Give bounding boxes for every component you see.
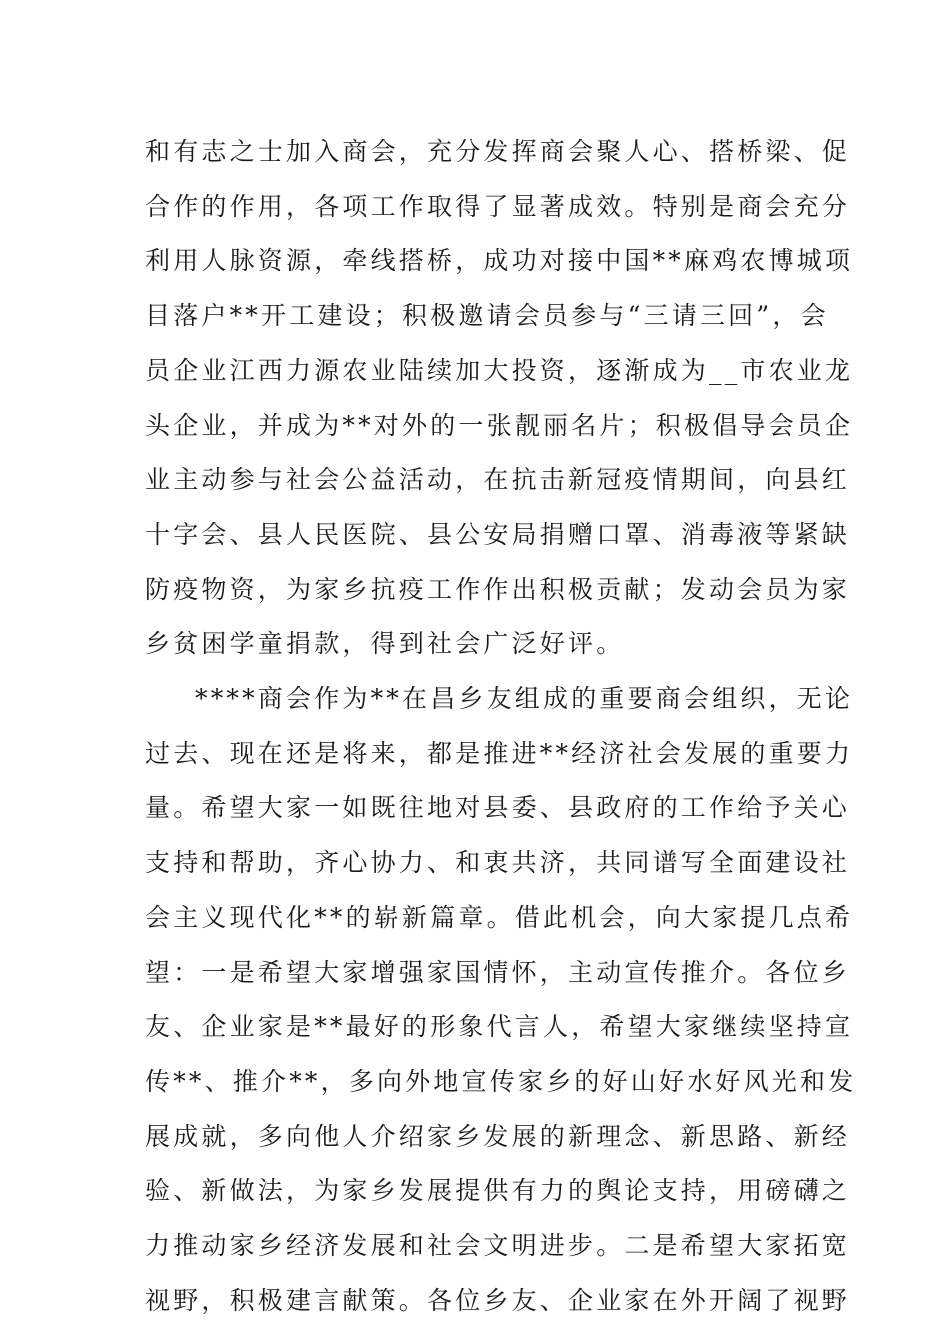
text-line: 会主义现代化**的崭新篇章。借此机会，向大家提几点希 bbox=[145, 902, 854, 932]
text-line: 十字会、县人民医院、县公安局捐赠口罩、消毒液等紧缺 bbox=[145, 519, 851, 549]
text-line: 展成就，多向他人介绍家乡发展的新理念、新思路、新经 bbox=[145, 1121, 851, 1151]
text-line: 望：一是希望大家增强家国情怀，主动宣传推介。各位乡 bbox=[145, 957, 851, 987]
text-line: 量。希望大家一如既往地对县委、县政府的工作给予关心 bbox=[145, 793, 851, 823]
paragraph-2 bbox=[145, 672, 857, 1328]
text-line: 利用人脉资源，牵线搭桥，成功对接中国**麻鸡农博城项 bbox=[145, 246, 854, 276]
text-line: 友、企业家是**最好的形象代言人，希望大家继续坚持宣 bbox=[145, 1012, 854, 1042]
text-line: 员企业江西力源农业陆续加大投资，逐渐成为__市农业龙 bbox=[145, 355, 854, 385]
text-line: 支持和帮助，齐心协力、和衷共济，共同谱写全面建设社 bbox=[145, 848, 851, 878]
text-line: 合作的作用，各项工作取得了显著成效。特别是商会充分 bbox=[145, 191, 851, 221]
text-line: 验、新做法，为家乡发展提供有力的舆论支持，用磅礴之 bbox=[145, 1176, 851, 1206]
text-line: 力推动家乡经济发展和社会文明进步。二是希望大家拓宽 bbox=[145, 1231, 851, 1261]
text-line: ****商会作为**在昌乡友组成的重要商会组织，无论 bbox=[195, 684, 854, 714]
paragraph-1 bbox=[145, 125, 854, 672]
body-text bbox=[145, 125, 857, 1328]
text-line: 乡贫困学童捐款，得到社会广泛好评。 bbox=[145, 629, 625, 659]
text-line: 防疫物资，为家乡抗疫工作作出积极贡献；发动会员为家 bbox=[145, 574, 851, 604]
text-line: 目落户**开工建设；积极邀请会员参与“三请三回”，会 bbox=[145, 301, 829, 331]
text-line: 业主动参与社会公益活动，在抗击新冠疫情期间，向县红 bbox=[145, 465, 851, 495]
text-line: 头企业，并成为**对外的一张靓丽名片；积极倡导会员企 bbox=[145, 410, 854, 440]
text-line: 和有志之士加入商会，充分发挥商会聚人心、搭桥梁、促 bbox=[145, 137, 851, 166]
text-line: 视野，积极建言献策。各位乡友、企业家在外开阔了视野 bbox=[145, 1285, 851, 1315]
text-line: 过去、现在还是将来，都是推进**经济社会发展的重要力 bbox=[145, 738, 854, 768]
text-line: 传**、推介**，多向外地宣传家乡的好山好水好风光和发 bbox=[145, 1066, 857, 1096]
